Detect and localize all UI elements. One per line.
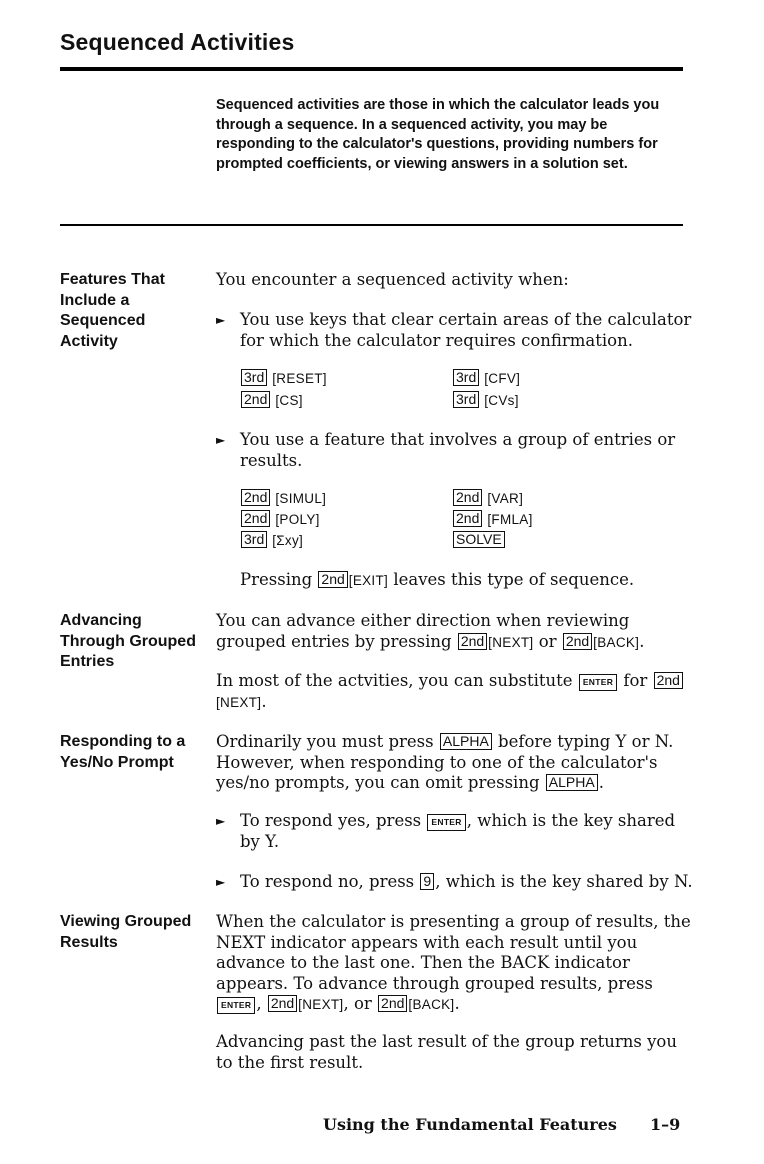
2nd-key: 2nd <box>458 633 487 650</box>
3rd-key: 3rd <box>241 531 267 548</box>
enter-key: ENTER <box>579 674 617 691</box>
intro-paragraph: Sequenced activities are those in which the calculator leads you through a sequence. In a sequenced activity, you may be responding to the calculator's questions, providing numbers for prompted coefficients, or viewing answers in a solution set. <box>216 97 660 172</box>
2nd-key: 2nd <box>318 571 347 588</box>
features-bullet-1: ► You use keys that clear certain areas of the calculator for which the calculator requires confirmation. <box>216 310 692 350</box>
2nd-key: 2nd <box>241 510 270 527</box>
advancing-paragraph-1: You can advance either direction when reviewing grouped entries by pressing 2nd [NEXT] or 2nd [BACK]. <box>216 611 645 651</box>
top-rule <box>60 67 683 71</box>
enter-key: ENTER <box>427 814 465 831</box>
yes-bullet: ► To respond yes, press ENTER , which is the key shared by Y. <box>216 811 676 851</box>
triangle-bullet-icon: ► <box>216 313 226 327</box>
page-title: Sequenced Activities <box>60 29 295 55</box>
key-3rd-cvs: 3rd [CVs] <box>452 391 519 412</box>
3rd-key: 3rd <box>453 391 479 408</box>
key-3rd-sigma-xy: 3rd [Σxy] <box>240 531 303 552</box>
key-2nd-simul: 2nd [SIMUL] <box>240 489 326 510</box>
3rd-key: 3rd <box>453 369 479 386</box>
page-number: 1–9 <box>650 1115 681 1134</box>
3rd-key: 3rd <box>241 369 267 386</box>
no-bullet: ► To respond no, press 9 , which is the key shared by N. <box>216 872 693 891</box>
2nd-key: 2nd <box>453 510 482 527</box>
2nd-key: 2nd <box>378 995 407 1012</box>
alpha-key: ALPHA <box>440 733 492 750</box>
features-lead: You encounter a sequenced activity when: <box>216 270 569 289</box>
viewing-paragraph-2: Advancing past the last result of the group returns you to the first result. <box>216 1032 677 1072</box>
2nd-key: 2nd <box>268 995 297 1012</box>
exit-sentence: Pressing 2nd [EXIT] leaves this type of sequence. <box>240 570 635 589</box>
sidebar-heading-features: Features That Include a Sequenced Activity <box>60 271 165 350</box>
solve-key: SOLVE <box>453 531 505 548</box>
alpha-key: ALPHA <box>546 774 598 791</box>
key-2nd-fmla: 2nd [FMLA] <box>452 510 533 531</box>
key-2nd-var: 2nd [VAR] <box>452 489 523 510</box>
key-solve <box>452 531 506 552</box>
triangle-bullet-icon: ► <box>216 875 226 889</box>
yes-no-paragraph: Ordinarily you must press ALPHA before typing Y or N. However, when responding to one of the calculator's yes/no prompts, you can omit pressing ALPHA . <box>216 732 674 792</box>
triangle-bullet-icon: ► <box>216 433 226 447</box>
sidebar-heading-yes-no: Responding to a Yes/No Prompt <box>60 733 186 771</box>
key-2nd-cs: 2nd [CS] <box>240 391 303 412</box>
triangle-bullet-icon: ► <box>216 814 226 828</box>
key-3rd-cfv: 3rd [CFV] <box>452 369 520 390</box>
2nd-key: 2nd <box>453 489 482 506</box>
key-2nd-poly: 2nd [POLY] <box>240 510 320 531</box>
key-3rd-reset: 3rd [RESET] <box>240 369 327 390</box>
features-bullet-2: ► You use a feature that involves a group of entries or results. <box>216 430 676 470</box>
sidebar-heading-advancing: Advancing Through Grouped Entries <box>60 612 196 670</box>
advancing-paragraph-2: In most of the actvities, you can substitute ENTER for 2nd[NEXT]. <box>216 671 694 713</box>
9-key: 9 <box>420 873 434 890</box>
2nd-key: 2nd <box>654 672 683 689</box>
viewing-paragraph-1: When the calculator is presenting a group of results, the NEXT indicator appears with each result until you advance to the last one. Then the BACK indicator appears. To advance through grouped results, press ENTER , 2nd [NEXT], or 2nd [BACK]. <box>216 912 691 1013</box>
2nd-key: 2nd <box>563 633 592 650</box>
sidebar-heading-viewing: Viewing Grouped Results <box>60 913 192 951</box>
enter-key: ENTER <box>217 997 255 1014</box>
2nd-key: 2nd <box>241 391 270 408</box>
section-rule <box>60 224 683 226</box>
footer-title: Using the Fundamental Features <box>323 1115 617 1134</box>
2nd-key: 2nd <box>241 489 270 506</box>
